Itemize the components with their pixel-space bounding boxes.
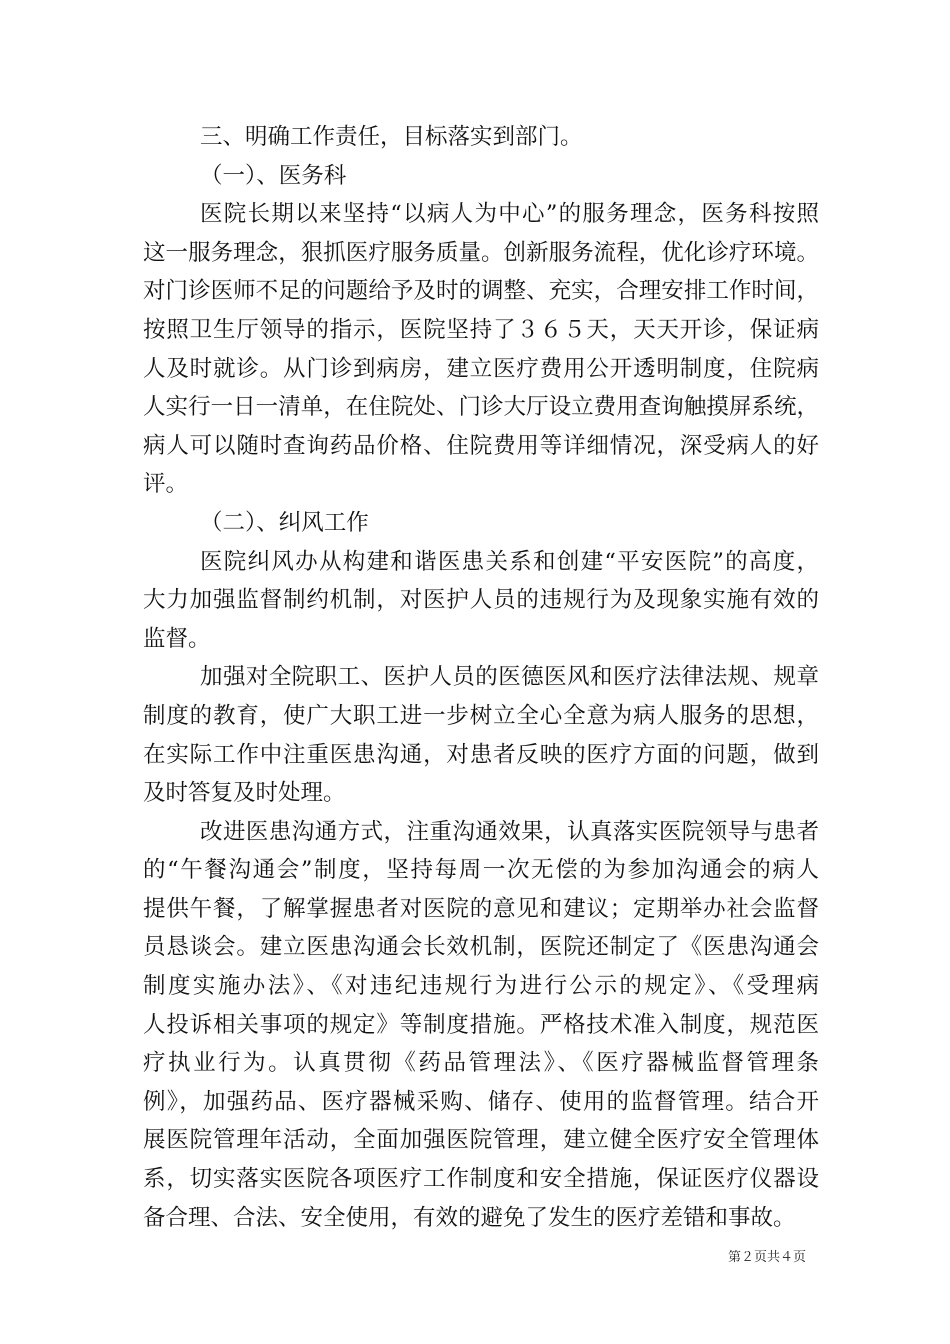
- paragraph-line: 医院纠风办从构建和谐医患关系和创建“平安医院”的高度，: [200, 548, 819, 575]
- paragraph-line: 大力加强监督制约机制，对医护人员的违规行为及现象实施有效的: [143, 587, 819, 614]
- paragraph-line: 员恳谈会。建立医患沟通会长效机制，医院还制定了《医患沟通会: [143, 934, 819, 961]
- paragraph-line: 加强对全院职工、医护人员的医德医风和医疗法律法规、规章: [200, 664, 819, 691]
- paragraph-line: 监督。: [143, 625, 211, 652]
- subsection-heading-anti-malpractice: （二）、纠风工作: [200, 509, 369, 536]
- page-number: 第２页共４页: [727, 1250, 806, 1265]
- paragraph-communication: [143, 813, 819, 1238]
- paragraph-line: 这一服务理念，狠抓医疗服务质量。创新服务流程，优化诊疗环境。: [143, 239, 819, 266]
- paragraph-line: 在实际工作中注重医患沟通，对患者反映的医疗方面的问题，做到: [143, 741, 819, 768]
- paragraph-line: 医院长期以来坚持“以病人为中心”的服务理念，医务科按照: [200, 201, 819, 228]
- paragraph-line: 人实行一日一清单，在住院处、门诊大厅设立费用查询触摸屏系统，: [143, 394, 819, 421]
- page-footer: [0, 1246, 950, 1265]
- paragraph-anti-malpractice-office: [143, 543, 819, 659]
- subsection-heading-medical-affairs: （一）、医务科: [200, 162, 347, 189]
- section-heading: 三、明确工作责任，目标落实到部门。: [200, 124, 583, 150]
- paragraph-line: 人投诉相关事项的规定》等制度措施。严格技术准入制度，规范医: [143, 1011, 819, 1038]
- paragraph-line: 制度实施办法》、《对违纪违规行为进行公示的规定》、《受理病: [143, 973, 819, 1000]
- paragraph-line: 备合理、合法、安全使用，有效的避免了发生的医疗差错和事故。: [143, 1204, 796, 1231]
- paragraph-line: 对门诊医师不足的问题给予及时的调整、充实，合理安排工作时间，: [143, 278, 819, 305]
- paragraph-line: 例》，加强药品、医疗器械采购、储存、使用的监督管理。结合开: [143, 1088, 819, 1115]
- paragraph-line: 展医院管理年活动，全面加强医院管理，建立健全医疗安全管理体: [143, 1127, 819, 1154]
- document-page: [143, 118, 819, 1237]
- paragraph-line: 提供午餐，了解掌握患者对医院的意见和建议；定期举办社会监督: [143, 895, 819, 922]
- paragraph-line: 的“午餐沟通会”制度，坚持每周一次无偿的为参加沟通会的病人: [143, 857, 819, 884]
- paragraph-line: 系，切实落实医院各项医疗工作制度和安全措施，保证医疗仪器设: [143, 1166, 819, 1193]
- paragraph-line: 人及时就诊。从门诊到病房，建立医疗费用公开透明制度，住院病: [143, 355, 819, 382]
- paragraph-ethics-education: [143, 658, 819, 812]
- paragraph-line: 评。: [143, 471, 189, 498]
- paragraph-line: 制度的教育，使广大职工进一步树立全心全意为病人服务的思想，: [143, 702, 819, 729]
- paragraph-line: 改进医患沟通方式，注重沟通效果，认真落实医院领导与患者: [200, 818, 819, 845]
- paragraph-line: 病人可以随时查询药品价格、住院费用等详细情况，深受病人的好: [143, 432, 819, 459]
- paragraph-line: 疗执业行为。认真贯彻《药品管理法》、《医疗器械监督管理条: [143, 1050, 819, 1077]
- paragraph-line: 及时答复及时处理。: [143, 780, 346, 807]
- paragraph-medical-affairs: [143, 195, 819, 504]
- paragraph-line: 按照卫生厅领导的指示，医院坚持了３６５天，天天开诊，保证病: [143, 316, 819, 343]
